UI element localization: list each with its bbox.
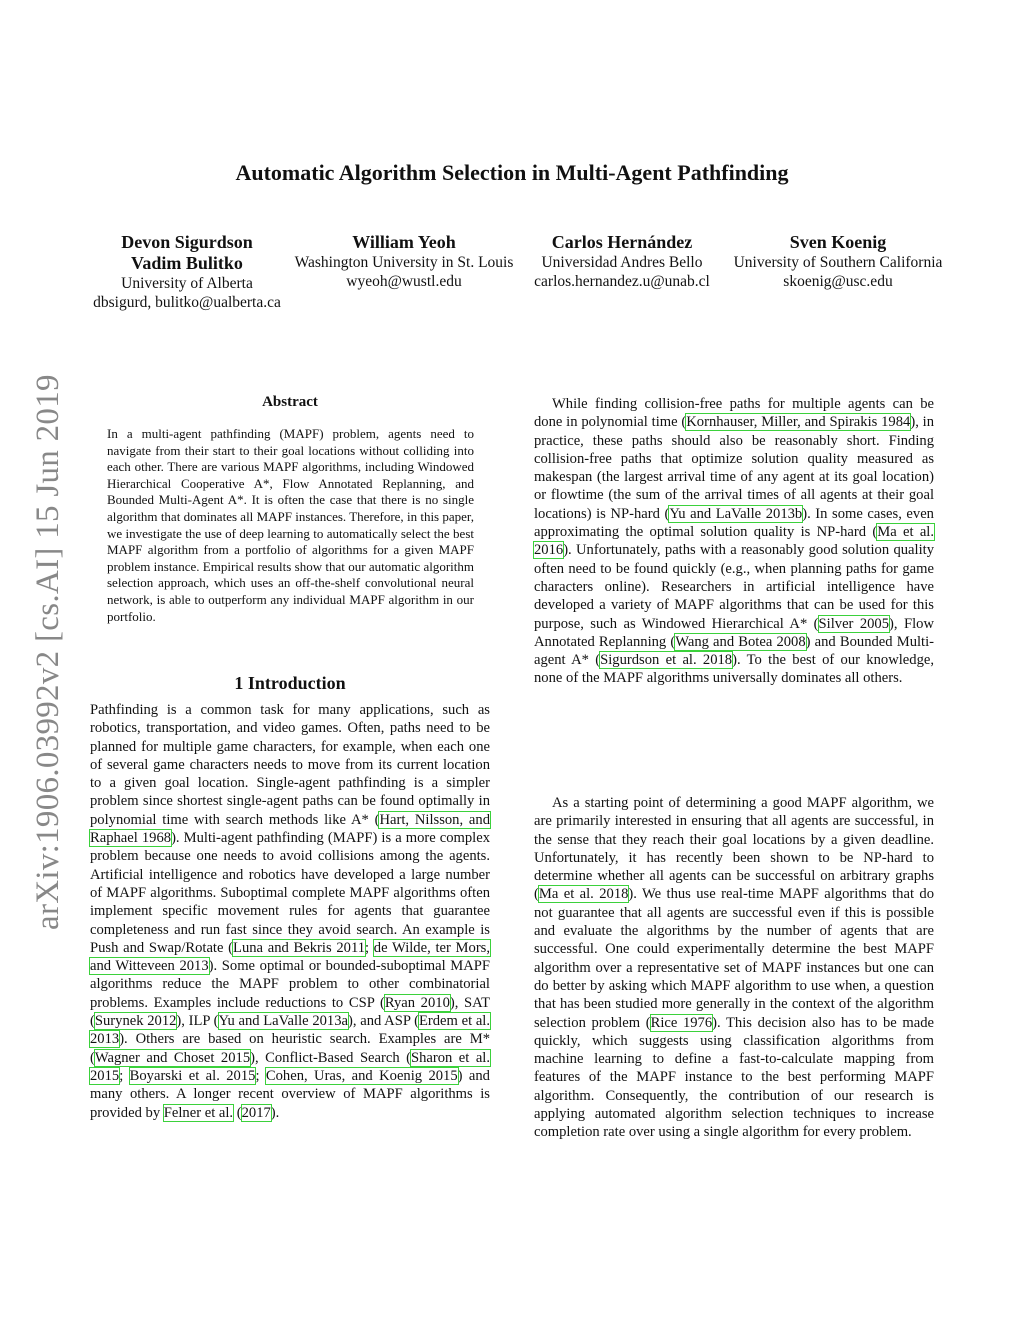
paragraph-algorithm-selection: As a starting point of determining a good MAPF algorithm, we are primarily interested in ensuring that all agents are successful, in the sense that they reach their goal locations by a given deadline. Unfortunately, it has recently been shown to be NP-hard to determine whether all agents can be successful on arbitrary graphs (Ma et al. 2018). We thus use real-time MAPF algorithms that do not guarantee that all agents are successful even if this is possible and evaluate the algorithms by the number of agents that are successful. One could experimentally determine the best MAPF algorithm over a representative set of MAPF instances but one can do better by asking which MAPF algorithm to use when, a question that has been studied more generally in the context of the algorithm selection problem (Rice 1976). This decision also has to be made quickly, which suggests using classification algorithms from machine learning to define a fast-to-calculate mapping from features of the MAPF instance to the best performing MAPF algorithm. Consequently, the contribution of our research is applying automated algorithm selection techniques to increase completion rate over using a single algorithm for every problem. bbox=[534, 795, 934, 1141]
author-name: Devon Sigurdson bbox=[121, 232, 253, 252]
citation-link[interactable]: Wagner and Choset 2015 bbox=[94, 1049, 251, 1066]
citation-link[interactable]: Silver 2005 bbox=[818, 615, 890, 632]
author-email: wyeoh@wustl.edu bbox=[346, 273, 462, 290]
author-block-usc bbox=[722, 232, 954, 291]
citation-link[interactable]: Sigurdson et al. 2018 bbox=[600, 652, 733, 669]
introduction-paragraph: Pathfinding is a common task for many applications, such as robotics, transportation, and video games. Often, paths need to be planned for multiple game characters, for example, when each one of several game characters needs to move from its current location to a given goal location. Single-agent pathfinding is a simpler problem since shortest single-agent paths can be found optimally in polynomial time with search methods like A* (Hart, Nilsson, and Raphael 1968). Multi-agent pathfinding (MAPF) is a more complex problem because one needs to avoid collisions among the agents. Artificial intelligence and robotics have developed a large number of MAPF algorithms. Suboptimal complete MAPF algorithms often implement specific movement rules for agents that guarantee completeness and run fast since they avoid search. An example is Push and Swap/Rotate (Luna and Bekris 2011; de Wilde, ter Mors, and Witteveen 2013). Some optimal or bounded-suboptimal MAPF algorithms reduce the MAPF problem to other combinatorial problems. Examples include reductions to CSP (Ryan 2010), SAT (Surynek 2012), ILP (Yu and LaValle 2013a), and ASP (Erdem et al. 2013). Others are based on heuristic search. Examples are M* (Wagner and Choset 2015), Conflict-Based Search (Sharon et al. 2015; Boyarski et al. 2015; Cohen, Uras, and Koenig 2015) and many others. A longer recent overview of MAPF algorithms is provided by Felner et al. (2017). bbox=[90, 702, 491, 1121]
abstract-heading: Abstract bbox=[262, 394, 318, 410]
section-heading-introduction: 1 Introduction bbox=[234, 673, 346, 693]
author-email: skoenig@usc.edu bbox=[783, 273, 893, 290]
citation-link[interactable]: Luna and Bekris 2011 bbox=[233, 939, 365, 956]
citation-link[interactable]: Cohen, Uras, and Koenig 2015 bbox=[265, 1067, 458, 1084]
abstract-text: In a multi-agent pathfinding (MAPF) problem, agents need to navigate from their start to their goal locations without colliding into each other. There are various MAPF algorithms, including Windowed Hierarchical Cooperative A*, Flow Annotated Replanning, and Bounded Multi-Agent A*. It is often the case that there is no single algorithm that dominates all MAPF instances. Therefore, in this paper, we investigate the use of deep learning to automatically select the best MAPF algorithm from a portfolio of algorithms for a given MAPF problem instance. Empirical results show that our automatic algorithm selection approach, which uses an off-the-shelf convolutional neural network, is able to outperform any individual MAPF algorithm in our portfolio. bbox=[107, 426, 474, 624]
author-email: dbsigurd, bulitko@ualberta.ca bbox=[93, 294, 281, 311]
citation-link[interactable]: Erdem et al. 2013 bbox=[90, 1013, 491, 1048]
author-email: carlos.hernandez.u@unab.cl bbox=[534, 273, 710, 290]
citation-link[interactable]: Yu and LaValle 2013b bbox=[669, 505, 803, 522]
author-name: William Yeoh bbox=[352, 232, 456, 252]
citation-link[interactable]: Kornhauser, Miller, and Spirakis 1984 bbox=[686, 414, 911, 431]
citation-link[interactable]: Ma et al. 2018 bbox=[538, 886, 629, 903]
citation-link[interactable]: Boyarski et al. 2015 bbox=[129, 1067, 256, 1084]
citation-link[interactable]: de Wilde, ter Mors, and Witteveen 2013 bbox=[90, 939, 491, 975]
citation-link[interactable]: Surynek 2012 bbox=[94, 1013, 177, 1030]
author-affiliation: University of Southern California bbox=[733, 254, 943, 271]
paragraph-collision-free-paths: While finding collision-free paths for multiple agents can be done in polynomial time (Kornhauser, Miller, and Spirakis 1984), in practice, these paths should also be reasonably short. Finding collision-free paths that optimize solution quality measured as makespan (the largest arrival time of any agent at its goal location) or flowtime (the sum of the arrival times of all agents at their goal locations) is NP-hard (Yu and LaValle 2013b). In some cases, even approximating the optimal solution quality is NP-hard (Ma et al. 2016). Unfortunately, paths with a reasonably good solution quality often need to be found quickly (e.g., when planning paths for game characters online). Researchers in artificial intelligence have developed a variety of MAPF algorithms that can be used for this purpose, such as Windowed Hierarchical A* (Silver 2005), Flow Annotated Replanning (Wang and Botea 2008) and Bounded Multi-agent A* (Sigurdson et al. 2018). To the best of our knowledge, none of the MAPF algorithms universally dominates all others. bbox=[534, 396, 935, 687]
arxiv-identifier: arXiv:1906.03992v2 [cs.AI] 15 Jun 2019 bbox=[30, 374, 66, 930]
author-block-alberta bbox=[86, 232, 288, 312]
citation-link[interactable]: Rice 1976 bbox=[650, 1014, 713, 1031]
author-affiliation: Washington University in St. Louis bbox=[294, 254, 514, 271]
citation-link[interactable]: Ma et al. 2016 bbox=[534, 524, 934, 559]
author-name: Carlos Hernández bbox=[551, 232, 693, 252]
author-affiliation: Universidad Andres Bello bbox=[541, 254, 703, 271]
author-block-unab bbox=[522, 232, 722, 291]
author-name: Vadim Bulitko bbox=[131, 253, 243, 273]
citation-link[interactable]: Hart, Nilsson, and Raphael 1968 bbox=[90, 811, 490, 847]
author-affiliation: University of Alberta bbox=[121, 275, 253, 292]
citation-link[interactable]: Wang and Botea 2008 bbox=[675, 633, 806, 650]
author-block-wustl bbox=[284, 232, 524, 291]
citation-link[interactable]: 2017 bbox=[241, 1104, 271, 1121]
citation-link[interactable]: Felner et al. bbox=[163, 1104, 234, 1121]
citation-link[interactable]: Yu and LaValle 2013a bbox=[218, 1013, 348, 1030]
paper-title: Automatic Algorithm Selection in Multi-Agent Pathfinding bbox=[235, 160, 789, 185]
author-name: Sven Koenig bbox=[789, 232, 887, 252]
citation-link[interactable]: Ryan 2010 bbox=[384, 994, 450, 1011]
citation-link[interactable]: Sharon et al. 2015 bbox=[90, 1049, 490, 1084]
